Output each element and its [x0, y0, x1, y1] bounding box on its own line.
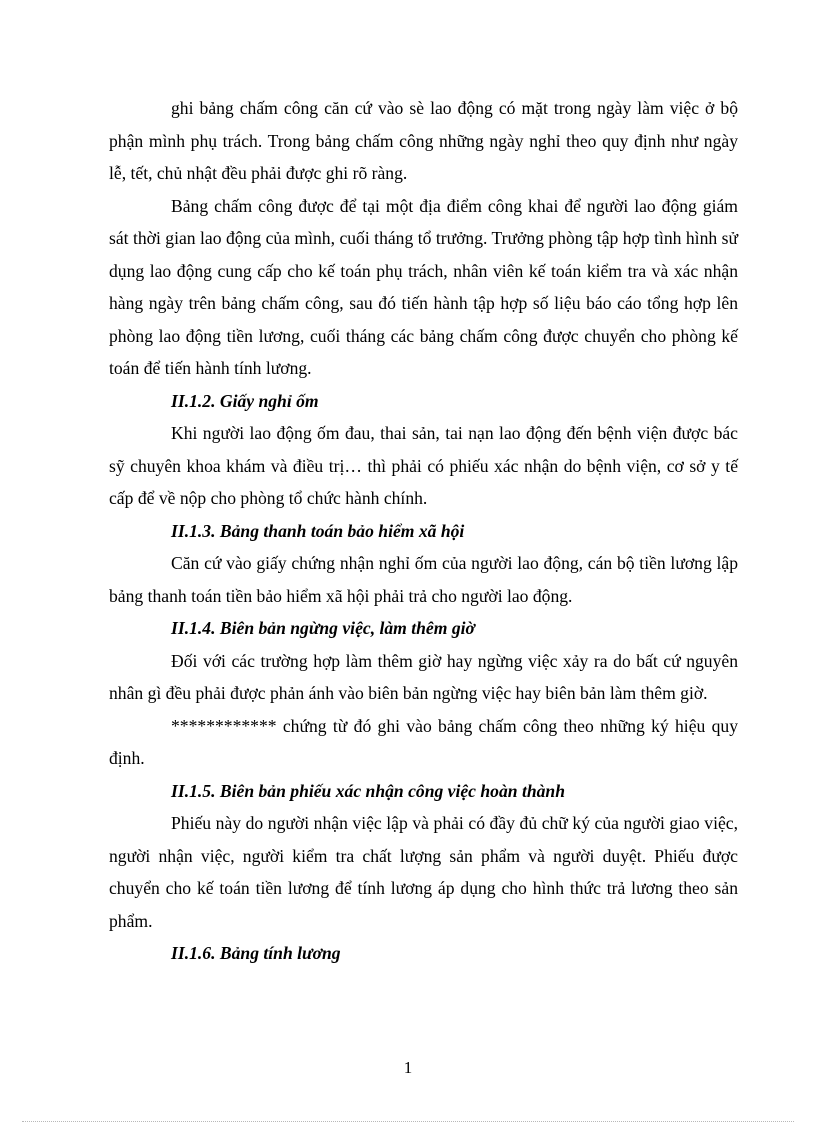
paragraph-completion-confirmation: Phiếu này do người nhận việc lập và phải có đầy đủ chữ ký của người giao việc, người nhận việc, người kiểm tra chất lượng sản phẩm và người duyệt. Phiếu được chuyển cho kế toán tiền lương để tính lương áp dụng cho hình thức trả lương theo sản phẩm.	[109, 813, 738, 931]
paragraph-attendance-board: Bảng chấm công được để tại một địa điểm công khai để người lao động giám sát thời gian lao động của mình, cuối tháng tổ trưởng. Trưởng phòng tập hợp tình hình sử dụng lao động cung cấp cho kế toán phụ trách, nhân viên kế toán kiểm tra và xác nhận hàng ngày trên bảng chấm công, sau đó tiến hành tập hợp số liệu báo cáo tổng hợp lên phòng lao động tiền lương, cuối tháng các bảng chấm công được chuyển cho phòng kế toán để tiến hành tính lương.	[109, 195, 738, 378]
page-number: 1	[403, 1058, 413, 1077]
paragraph-attendance-recording: ghi bảng chấm công căn cứ vào sè lao động có mặt trong ngày làm việc ở bộ phận mình phụ trách. Trong bảng chấm công những ngày nghỉ theo quy định như ngày lễ, tết, chủ nhật đều phải được ghi rõ ràng.	[109, 98, 738, 183]
section-heading-sick-leave: II.1.2. Giấy nghỉ ốm	[171, 390, 319, 411]
paragraph-work-stoppage: Đối với các trường hợp làm thêm giờ hay ngừng việc xảy ra do bất cứ nguyên nhân gì đều phải được phản ánh vào biên bản ngừng việc hay biên bản làm thêm giờ.	[109, 650, 738, 703]
section-heading-completion-confirmation: II.1.5. Biên bản phiếu xác nhận công việc hoàn thành	[171, 780, 565, 801]
paragraph-timesheet-symbols: ************ chứng từ đó ghi vào bảng chấm công theo những ký hiệu quy định.	[109, 715, 738, 768]
section-heading-social-insurance: II.1.3. Bảng thanh toán bảo hiểm xã hội	[171, 520, 465, 541]
paragraph-sick-leave: Khi người lao động ốm đau, thai sản, tai nạn lao động đến bệnh viện được bác sỹ chuyên khoa khám và điều trị… thì phải có phiếu xác nhận do bệnh viện, cơ sở y tế cấp để về nộp cho phòng tổ chức hành chính.	[109, 423, 738, 508]
section-heading-work-stoppage: II.1.4. Biên bản ngừng việc, làm thêm giờ	[171, 618, 475, 638]
page-body	[109, 92, 738, 970]
page-bottom-divider	[22, 1121, 794, 1122]
paragraph-social-insurance: Căn cứ vào giấy chứng nhận nghỉ ốm của người lao động, cán bộ tiền lương lập bảng thanh toán tiền bảo hiểm xã hội phải trả cho người lao động.	[109, 553, 738, 606]
section-heading-payroll-sheet: II.1.6. Bảng tính lương	[171, 943, 341, 963]
